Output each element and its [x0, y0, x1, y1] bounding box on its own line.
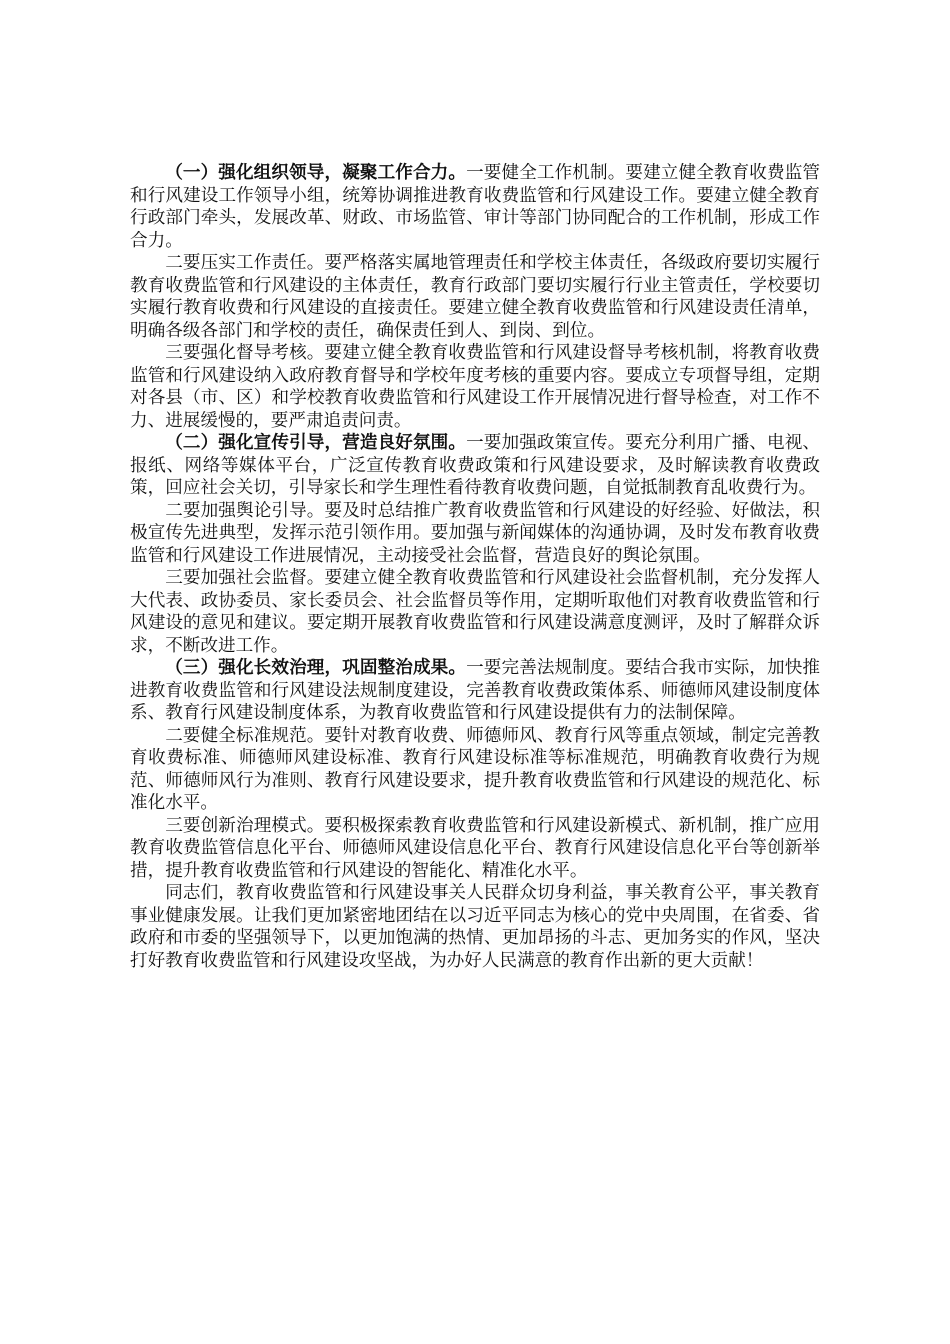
- section-heading-2: （二）强化宣传引导，营造良好氛围。: [165, 432, 467, 453]
- paragraph-text: 二要压实工作责任。要严格落实属地管理责任和学校主体责任，各级政府要切实履行教育收费监管和行风建设的主体责任，教育行政部门要切实履行行业主管责任，学校要切实履行教育收费和行风建设的直接责任。要建立健全教育收费监管和行风建设责任清单，明确各级各部门和学校的责任，确保责任到人、到岗、到位。: [130, 253, 820, 341]
- paragraph-3: [130, 342, 820, 432]
- paragraph-2: [130, 252, 820, 342]
- paragraph-6: [130, 567, 820, 657]
- paragraph-text: 二要加强舆论引导。要及时总结推广教育收费监管和行风建设的好经验、好做法，积极宣传先进典型，发挥示范引领作用。要加强与新闻媒体的沟通协调，及时发布教育收费监管和行风建设工作进展情况，主动接受社会监督，营造良好的舆论氛围。: [130, 500, 820, 566]
- paragraph-text: 三要强化督导考核。要建立健全教育收费监管和行风建设督导考核机制，将教育收费监管和行风建设纳入政府教育督导和学校年度考核的重要内容。要成立专项督导组，定期对各县（市、区）和学校教育收费监管和行风建设工作开展情况进行督导检查，对工作不力、进展缓慢的，要严肃追责问责。: [130, 343, 820, 431]
- paragraph-text: 二要健全标准规范。要针对教育收费、师德师风、教育行风等重点领域，制定完善教育收费标准、师德师风建设标准、教育行风建设标准等标准规范，明确教育收费行为规范、师德师风行为准则、教育行风建设要求，提升教育收费监管和行风建设的规范化、标准化水平。: [130, 725, 820, 813]
- paragraph-9: [130, 815, 820, 883]
- paragraph-text: 三要加强社会监督。要建立健全教育收费监管和行风建设社会监督机制，充分发挥人大代表、政协委员、家长委员会、社会监督员等作用，定期听取他们对教育收费监管和行风建设的意见和建议。要定期开展教育收费监管和行风建设满意度测评，及时了解群众诉求，不断改进工作。: [130, 568, 820, 656]
- paragraph-10: [130, 882, 820, 972]
- paragraph-8: [130, 725, 820, 815]
- paragraph-7: [130, 657, 820, 725]
- paragraph-text: 一要健全工作机制。要建立健全教育收费监管和行风建设工作领导小组，统筹协调推进教育收费监管和行风建设工作。要建立健全教育行政部门牵头，发展改革、财政、市场监管、审计等部门协同配合的工作机制，形成工作合力。: [130, 163, 820, 251]
- paragraph-4: [130, 432, 820, 500]
- section-heading-1: （一）强化组织领导，凝聚工作合力。: [165, 162, 467, 183]
- paragraph-text: 三要创新治理模式。要积极探索教育收费监管和行风建设新模式、新机制，推广应用教育收费监管信息化平台、师德师风建设信息化平台、教育行风建设信息化平台等创新举措，提升教育收费监管和行风建设的智能化、精准化水平。: [130, 815, 820, 881]
- paragraph-1: [130, 162, 820, 252]
- section-heading-3: （三）强化长效治理，巩固整治成果。: [165, 657, 467, 678]
- paragraph-5: [130, 500, 820, 568]
- paragraph-text: 一要加强政策宣传。要充分利用广播、电视、报纸、网络等媒体平台，广泛宣传教育收费政策和行风建设要求，及时解读教育收费政策，回应社会关切，引导家长和学生理性看待教育收费问题，自觉抵制教育乱收费行为。: [130, 433, 820, 498]
- paragraph-text: 同志们，教育收费监管和行风建设事关人民群众切身利益，事关教育公平，事关教育事业健康发展。让我们更加紧密地团结在以习近平同志为核心的党中央周围，在省委、省政府和市委的坚强领导下，以更加饱满的热情、更加昂扬的斗志、更加务实的作风，坚决打好教育收费监管和行风建设攻坚战，为办好人民满意的教育作出新的更大贡献！: [130, 883, 820, 971]
- paragraph-text: 一要完善法规制度。要结合我市实际，加快推进教育收费监管和行风建设法规制度建设，完善教育收费政策体系、师德师风建设制度体系、教育行风建设制度体系，为教育收费监管和行风建设提供有力的法制保障。: [130, 658, 820, 723]
- document-body: [130, 162, 820, 972]
